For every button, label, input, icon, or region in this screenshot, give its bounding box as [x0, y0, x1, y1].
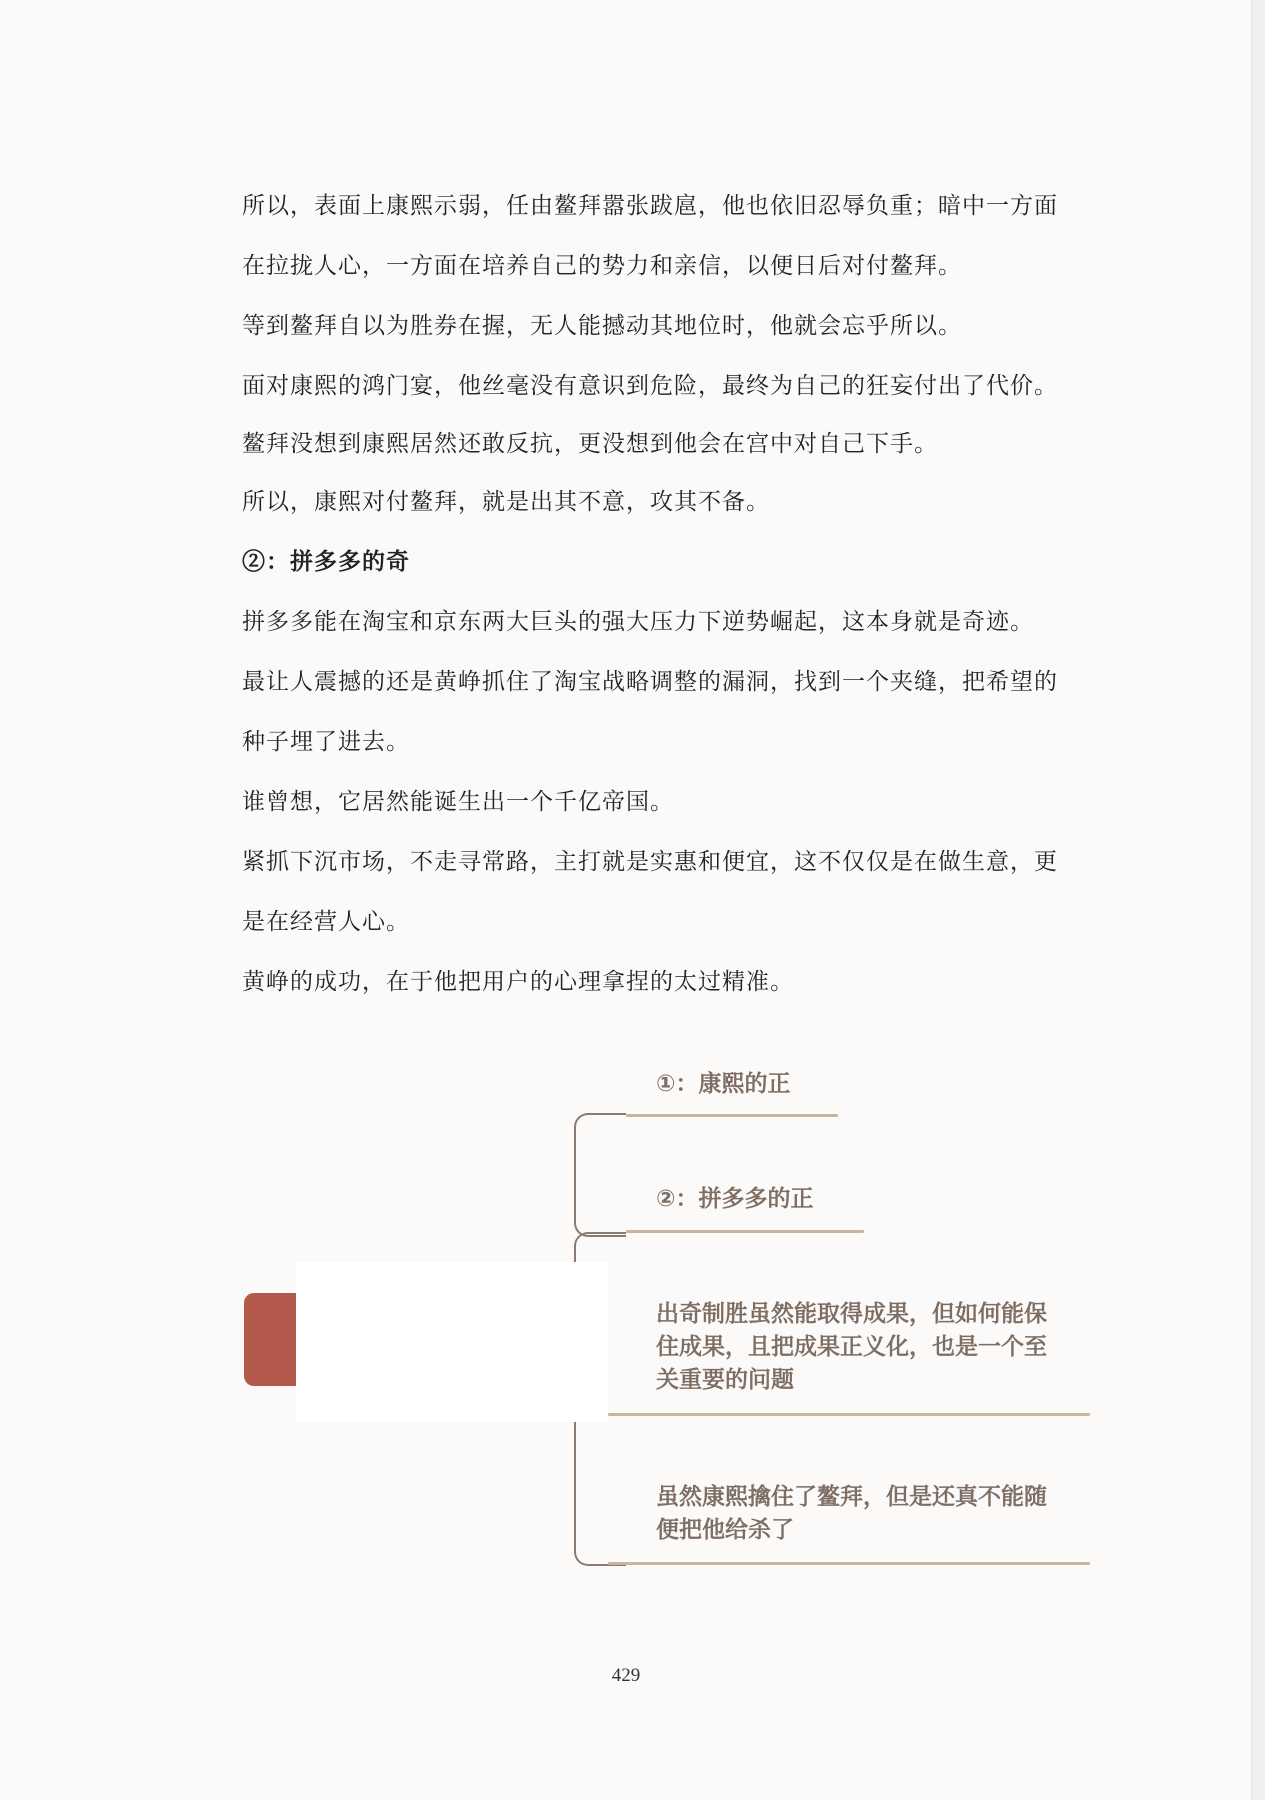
paragraph-10 — [190, 952, 1070, 1012]
paragraph-5-text: 所以，康熙对付鳌拜，就是出其不意，攻其不备。 — [242, 489, 770, 515]
paragraph-4 — [190, 414, 1070, 474]
section-heading-text: ②：拼多多的奇 — [242, 548, 410, 575]
section-heading — [190, 532, 1070, 592]
paragraph-2-text: 等到鳌拜自以为胜券在握，无人能撼动其地位时，他就会忘乎所以。 — [242, 313, 962, 339]
paragraph-1-text: 所以，表面上康熙示弱，任由鳌拜嚣张跋扈，他也依旧忍辱负重；暗中一方面在拉拢人心，一方面在培养自己的势力和亲信，以便日后对付鳌拜。 — [242, 193, 1058, 279]
paragraph-2 — [190, 296, 1070, 356]
page-edge — [1251, 0, 1265, 1800]
paragraph-6-text: 拼多多能在淘宝和京东两大巨头的强大压力下逆势崛起，这本身就是奇迹。 — [242, 609, 1034, 635]
paragraph-3-text: 面对康熙的鸿门宴，他丝毫没有意识到危险，最终为自己的狂妄付出了代价。 — [242, 373, 1058, 399]
mindmap-branch-connector-top — [574, 1113, 626, 1237]
paragraph-6 — [190, 592, 1070, 652]
mindmap-node-1: ①：康熙的正 — [656, 1071, 791, 1097]
mindmap-node-1-underline — [626, 1114, 838, 1117]
paragraph-7-text: 最让人震撼的还是黄峥抓住了淘宝战略调整的漏洞，找到一个夹缝，把希望的种子埋了进去。 — [242, 669, 1058, 755]
paragraph-4-text: 鳌拜没想到康熙居然还敢反抗，更没想到他会在宫中对自己下手。 — [242, 431, 938, 457]
paragraph-9-text: 紧抓下沉市场，不走寻常路，主打就是实惠和便宜，这不仅仅是在做生意，更是在经营人心。 — [242, 849, 1058, 935]
paragraph-8 — [190, 772, 1070, 832]
paragraph-9 — [190, 832, 1070, 952]
mindmap-node-4-underline — [608, 1562, 1090, 1565]
mindmap-node-4: 虽然康熙擒住了鳌拜，但是还真不能随便把他给杀了 — [656, 1484, 1047, 1543]
page-number: 429 — [611, 1665, 641, 1686]
paragraph-5 — [190, 472, 1070, 532]
paragraph-3 — [190, 356, 1070, 416]
mindmap-node-3-underline — [608, 1413, 1090, 1416]
mindmap-node-3: 出奇制胜虽然能取得成果，但如何能保住成果，且把成果正义化，也是一个至关重要的问题 — [656, 1301, 1047, 1393]
paragraph-8-text: 谁曾想，它居然能诞生出一个千亿帝国。 — [242, 789, 674, 815]
paragraph-10-text: 黄峥的成功，在于他把用户的心理拿捏的太过精准。 — [242, 969, 794, 995]
paragraph-1 — [190, 176, 1070, 296]
mindmap-node-2: ②：拼多多的正 — [656, 1186, 814, 1212]
mindmap-node-2-underline — [626, 1230, 864, 1233]
paragraph-7 — [190, 652, 1070, 772]
mindmap-redacted-area — [296, 1262, 608, 1422]
